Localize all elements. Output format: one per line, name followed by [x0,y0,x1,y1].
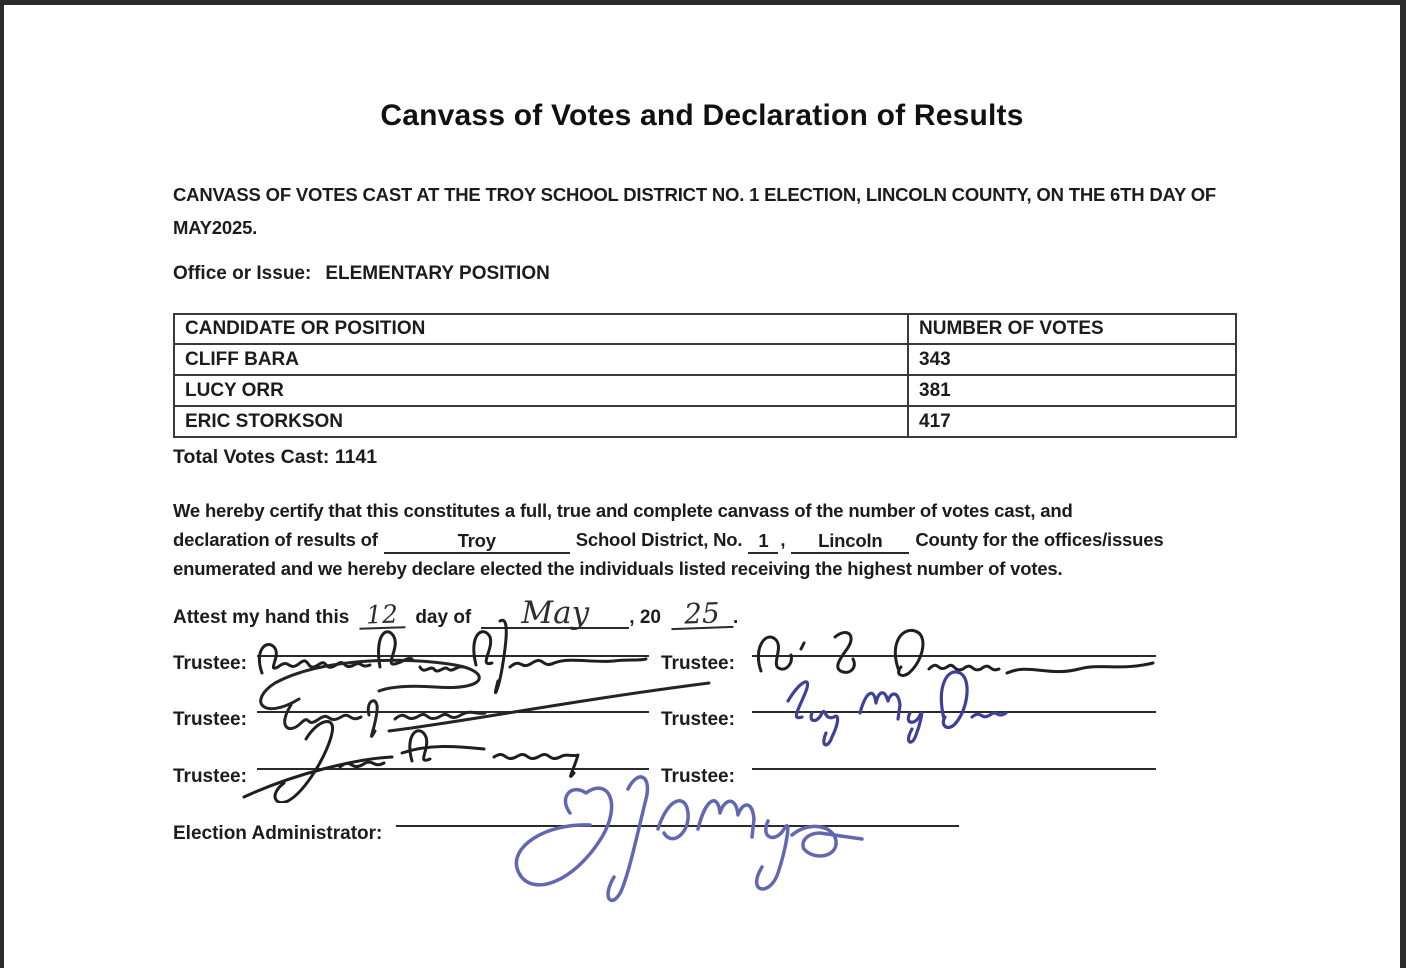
cert-line2-suffix: County for the offices/issues [915,529,1164,550]
scanned-document-page [4,5,1400,968]
table-row [175,405,1235,436]
election-administrator-label: Election Administrator: [173,823,383,844]
office-label: Office or Issue: [173,263,312,284]
cell-candidate: ERIC STORKSON [175,407,909,436]
certification-line-3: enumerated and we hereby declare elected the individuals listed receiving the highest number of votes. [173,558,1063,579]
signature-line-trustee-6 [752,768,1156,770]
cert-line2-mid: School District, No. [575,529,743,550]
signature-line-administrator [396,825,959,827]
trustee-label-6: Trustee: [661,766,735,787]
trustee-label-2: Trustee: [661,653,735,674]
attest-mid: day of [415,607,472,628]
page-title: Canvass of Votes and Declaration of Results [380,99,1024,132]
handwritten-day: 12 [359,601,406,630]
county-name-blank: Lincoln [791,530,909,554]
certification-paragraph [173,496,1183,583]
trustee-label-4: Trustee: [661,709,735,730]
trustee-label-1: Trustee: [173,653,247,674]
table-header-row [175,315,1235,343]
total-votes-label: Total Votes Cast: [173,446,330,468]
total-votes-line [173,446,377,469]
header-votes: NUMBER OF VOTES [919,318,1104,339]
header-candidate: CANDIDATE OR POSITION [175,315,909,343]
cell-candidate: LUCY ORR [175,376,909,405]
attest-year-prefix: , 20 [629,607,661,628]
trustee-label-3: Trustee: [173,709,247,730]
handwritten-year: 25 [670,600,733,630]
district-number-blank: 1 [748,530,778,554]
table-row [175,374,1235,405]
trustee-signature-3 [239,657,729,739]
certification-line-2 [173,525,1183,554]
office-or-issue-line [173,263,550,285]
attestation-line [173,595,739,631]
cert-line2-prefix: declaration of results of [173,529,378,550]
attest-suffix: . [732,607,739,628]
cell-votes: 381 [919,379,951,401]
attest-prefix: Attest my hand this [173,607,350,628]
trustee-label-5: Trustee: [173,766,247,787]
cell-candidate: CLIFF BARA [175,345,909,374]
cert-line2-comma: , [780,529,786,550]
certification-line-1: We hereby certify that this constitutes a full, true and complete canvass of the number of votes cast, and [173,500,1073,521]
signature-line-trustee-3 [257,711,649,713]
table-row [175,343,1235,374]
total-votes-value: 1141 [334,446,378,468]
signature-line-trustee-4 [752,711,1156,713]
results-table [173,313,1237,438]
handwritten-month: May [481,599,629,629]
trustee-signature-5 [236,711,676,803]
election-administrator-signature [442,767,872,917]
intro-paragraph: CANVASS OF VOTES CAST AT THE TROY SCHOOL DISTRICT NO. 1 ELECTION, LINCOLN COUNTY, ON THE 6TH DAY OF MAY2025. [173,184,1217,238]
signature-line-trustee-5 [257,768,649,770]
signature-line-trustee-1 [257,655,649,657]
cell-votes: 417 [919,410,951,432]
cell-votes: 343 [919,348,951,370]
trustee-signature-2 [749,627,1169,689]
signature-line-trustee-2 [752,655,1156,657]
office-value: ELEMENTARY POSITION [325,263,550,284]
district-name-blank: Troy [384,530,570,554]
